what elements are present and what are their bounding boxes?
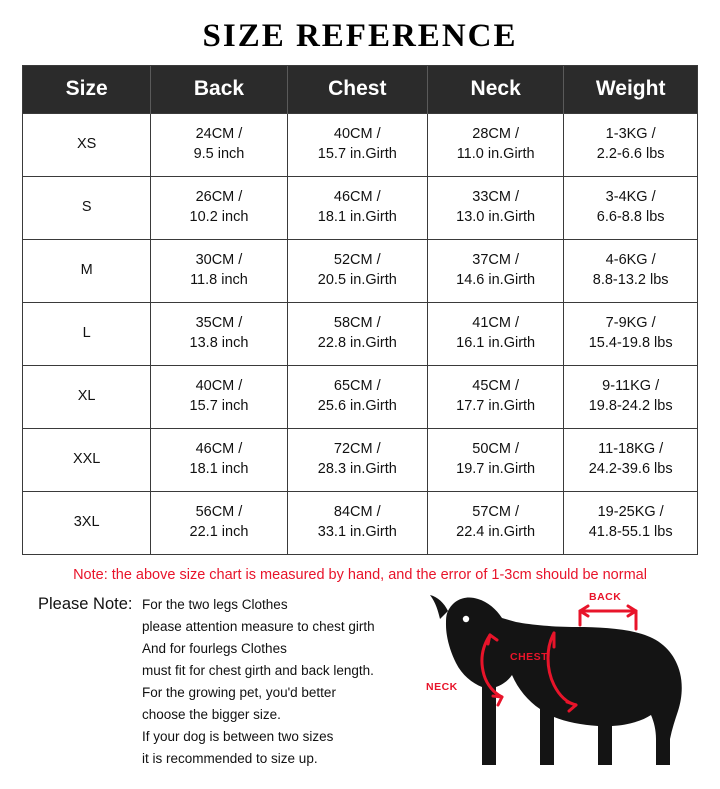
- cell-neck-line1: 57CM /: [472, 504, 520, 521]
- column-header-back: Back: [151, 66, 287, 114]
- cell-chest: [287, 492, 427, 555]
- cell-neck: [427, 177, 563, 240]
- cell-neck-line2: 13.0 in.Girth: [456, 209, 536, 225]
- cell-back-line2: 13.8 inch: [189, 335, 249, 351]
- table-row: [23, 366, 697, 429]
- note-line: must fit for chest girth and back length.: [142, 663, 374, 678]
- cell-neck: [427, 114, 563, 177]
- table-header: [23, 66, 697, 114]
- cell-chest: [287, 114, 427, 177]
- cell-back-line2: 9.5 inch: [193, 146, 245, 162]
- cell-weight: [564, 114, 697, 177]
- cell-back-line1: 56CM /: [195, 504, 243, 521]
- note-line: For the growing pet, you'd better: [142, 685, 336, 700]
- diagram-label-chest: CHEST: [510, 651, 549, 663]
- size-table: [23, 66, 697, 554]
- cell-chest-line1: 52CM /: [333, 252, 381, 269]
- cell-neck-line1: 50CM /: [472, 441, 520, 458]
- cell-neck-line2: 22.4 in.Girth: [456, 524, 536, 540]
- cell-chest-line1: 40CM /: [333, 126, 381, 143]
- cell-chest-line1: 58CM /: [333, 315, 381, 332]
- cell-back-line2: 15.7 inch: [189, 398, 249, 414]
- cell-back: [151, 240, 287, 303]
- cell-chest-line2: 15.7 in.Girth: [317, 146, 397, 162]
- cell-neck: [427, 429, 563, 492]
- cell-weight: [564, 492, 697, 555]
- cell-back-line2: 11.8 inch: [190, 272, 248, 288]
- cell-weight: [564, 240, 697, 303]
- cell-back: [151, 429, 287, 492]
- page-title: SIZE REFERENCE: [202, 18, 518, 54]
- column-header-chest: Chest: [287, 66, 427, 114]
- cell-neck-line2: 16.1 in.Girth: [456, 335, 536, 351]
- cell-back: [151, 366, 287, 429]
- cell-weight-line2: 2.2-6.6 lbs: [596, 146, 665, 162]
- cell-weight-line1: 4-6KG /: [605, 252, 656, 269]
- table-row: [23, 240, 697, 303]
- cell-chest-line2: 22.8 in.Girth: [317, 335, 397, 351]
- size-table-wrapper: [22, 65, 698, 555]
- cell-neck-line1: 33CM /: [472, 189, 520, 206]
- cell-back-line1: 35CM /: [195, 315, 243, 332]
- cell-back-line2: 18.1 inch: [189, 461, 249, 477]
- cell-neck: [427, 492, 563, 555]
- cell-neck-line2: 19.7 in.Girth: [456, 461, 536, 477]
- note-line: please attention measure to chest girth: [142, 619, 375, 634]
- cell-back: [151, 303, 287, 366]
- cell-chest: [287, 429, 427, 492]
- cell-weight-line1: 11-18KG /: [598, 441, 664, 458]
- table-row: [23, 492, 697, 555]
- cell-size: M: [23, 240, 151, 303]
- cell-chest-line2: 33.1 in.Girth: [317, 524, 397, 540]
- cell-neck: [427, 366, 563, 429]
- cell-weight-line1: 7-9KG /: [605, 315, 656, 332]
- cell-chest: [287, 177, 427, 240]
- cell-size: XS: [23, 114, 151, 177]
- column-header-size: Size: [23, 66, 151, 114]
- cell-back-line2: 22.1 inch: [189, 524, 249, 540]
- cell-weight-line1: 1-3KG /: [605, 126, 656, 143]
- table-row: [23, 114, 697, 177]
- cell-chest: [287, 240, 427, 303]
- cell-weight-line1: 19-25KG /: [597, 504, 664, 521]
- table-row: [23, 303, 697, 366]
- cell-neck-line1: 37CM /: [472, 252, 520, 269]
- cell-weight-line2: 6.6-8.8 lbs: [596, 209, 665, 225]
- cell-weight-line2: 24.2-39.6 lbs: [588, 461, 673, 477]
- cell-size: S: [23, 177, 151, 240]
- cell-back: [151, 114, 287, 177]
- table-body: [23, 114, 697, 555]
- cell-size: L: [23, 303, 151, 366]
- cell-weight-line1: 3-4KG /: [605, 189, 656, 206]
- cell-neck-line2: 17.7 in.Girth: [456, 398, 536, 414]
- cell-weight: [564, 366, 697, 429]
- cell-back-line1: 46CM /: [195, 441, 243, 458]
- cell-back-line1: 26CM /: [195, 189, 243, 206]
- cell-chest-line1: 65CM /: [333, 378, 381, 395]
- note-line: choose the bigger size.: [142, 707, 281, 722]
- cell-chest: [287, 366, 427, 429]
- cell-size: XXL: [23, 429, 151, 492]
- cell-weight: [564, 303, 697, 366]
- cell-neck: [427, 240, 563, 303]
- table-row: [23, 429, 697, 492]
- cell-back: [151, 492, 287, 555]
- dog-measurement-diagram: [404, 589, 696, 779]
- cell-weight-line2: 41.8-55.1 lbs: [588, 524, 673, 540]
- measurement-disclaimer: Note: the above size chart is measured by hand, and the error of 1-3cm should be normal: [73, 567, 647, 583]
- note-line: And for fourlegs Clothes: [142, 641, 287, 656]
- diagram-label-neck: NECK: [426, 681, 458, 693]
- cell-back-line1: 40CM /: [195, 378, 243, 395]
- cell-back-line1: 30CM /: [195, 252, 243, 269]
- column-header-weight: Weight: [564, 66, 697, 114]
- note-line: For the two legs Clothes: [142, 597, 288, 612]
- cell-chest-line2: 20.5 in.Girth: [317, 272, 397, 288]
- cell-chest-line2: 18.1 in.Girth: [317, 209, 397, 225]
- cell-neck: [427, 303, 563, 366]
- cell-size: 3XL: [23, 492, 151, 555]
- cell-neck-line1: 41CM /: [472, 315, 520, 332]
- cell-chest-line1: 46CM /: [333, 189, 381, 206]
- cell-weight-line2: 15.4-19.8 lbs: [588, 335, 673, 351]
- bottom-section: [30, 589, 690, 789]
- column-header-neck: Neck: [427, 66, 563, 114]
- note-line: it is recommended to size up.: [142, 751, 318, 766]
- cell-chest-line2: 25.6 in.Girth: [317, 398, 397, 414]
- cell-chest-line2: 28.3 in.Girth: [317, 461, 397, 477]
- cell-neck-line1: 28CM /: [472, 126, 520, 143]
- note-line: If your dog is between two sizes: [142, 729, 334, 744]
- cell-neck-line1: 45CM /: [472, 378, 520, 395]
- cell-weight-line2: 8.8-13.2 lbs: [592, 272, 669, 288]
- cell-neck-line2: 11.0 in.Girth: [456, 146, 535, 162]
- table-header-row: [23, 66, 697, 114]
- cell-weight: [564, 429, 697, 492]
- note-lines: [142, 594, 375, 770]
- cell-weight-line2: 19.8-24.2 lbs: [588, 398, 673, 414]
- cell-weight-line1: 9-11KG /: [602, 378, 660, 395]
- cell-neck-line2: 14.6 in.Girth: [456, 272, 536, 288]
- table-row: [23, 177, 697, 240]
- cell-back-line1: 24CM /: [195, 126, 243, 143]
- cell-back-line2: 10.2 inch: [189, 209, 249, 225]
- cell-size: XL: [23, 366, 151, 429]
- diagram-label-back: BACK: [589, 591, 622, 603]
- cell-chest: [287, 303, 427, 366]
- cell-chest-line1: 84CM /: [333, 504, 381, 521]
- cell-chest-line1: 72CM /: [333, 441, 381, 458]
- cell-back: [151, 177, 287, 240]
- please-note-label: Please Note:: [38, 595, 133, 613]
- cell-weight: [564, 177, 697, 240]
